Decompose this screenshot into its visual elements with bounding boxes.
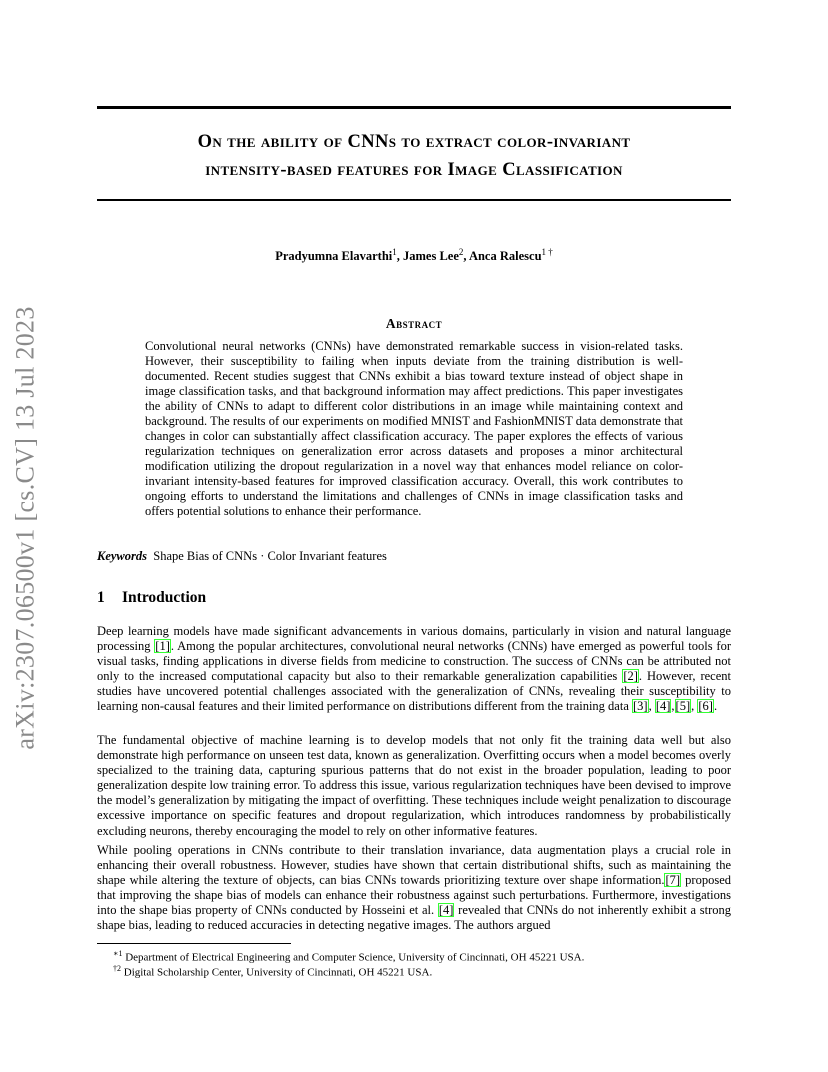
footnote-rule <box>97 943 291 944</box>
arxiv-stamp <box>4 295 48 760</box>
author-mark: 1 <box>392 247 397 257</box>
section-heading <box>97 589 206 607</box>
text-run: Deep learning models have made significant advancements in various domains, particularly in vision and natural language processing <box>97 624 731 654</box>
title-line-2: intensity-based features for Image Classification <box>205 160 623 180</box>
author-list: Pradyumna Elavarthi$^1$, James Lee$^2$, Anca Ralescu$^{1 \dagger}$ <box>275 247 553 264</box>
keywords-label: Keywords <box>97 549 147 563</box>
text-run: . <box>713 699 718 714</box>
citation-link[interactable]: [3] <box>633 699 648 714</box>
intro-paragraph-1 <box>97 624 731 715</box>
title-line-1: On the ability of CNNs to extract color-invariant <box>197 132 631 152</box>
title-top-rule <box>97 106 731 109</box>
section-title: Introduction <box>122 589 207 606</box>
text-run: proposed that improving the shape bias of models can enhance their robustness against such perturbations. Furthermore, investigations into the shape bias property of CNNs conducted by Hosseini et al. <box>97 873 731 918</box>
citation-link[interactable]: [6] <box>698 699 713 714</box>
text-run: . However, recent studies have uncovered potential challenges associated with the generalization of CNNs, revealing their susceptibility to learning non-causal features and their limited performance on distributions different from the training data <box>97 669 731 714</box>
footnote-2 <box>113 964 432 979</box>
author-name: Pradyumna Elavarthi <box>275 249 393 264</box>
footnote-text: Department of Electrical Engineering and Computer Science, University of Cincinnati, OH 45221 USA. <box>125 951 585 964</box>
intro-paragraph-2: The fundamental objective of machine learning is to develop models that not only fit the training data well but also demonstrate high performance on unseen test data, known as generalization. Overfitting occurs when a model becomes overly specialized to the training data, capturing spurious patterns that do not exist in the broader population, leading to poor generalization despite low training error. To address this issue, various regularization techniques have been devised to improve the model’s generalization by mitigating the impact of overfitting. These techniques include weight penalization to discourage excessive importance on specific features and dropout regularization, which introduces randomness by probabilistically excluding neurons, thereby encouraging the model to rely on other informative features. <box>97 733 731 838</box>
abstract-text: Convolutional neural networks (CNNs) have demonstrated remarkable success in vision-related tasks. However, their susceptibility to failing when inputs deviate from the training distribution is well-documented. Recent studies suggest that CNNs exhibit a bias toward texture instead of object shape in image classification tasks, and that background information may affect predictions. This paper investigates the ability of CNNs to adapt to different color distributions in an image while maintaining context and background. The results of our experiments on modified MNIST and FashionMNIST data demonstrate that changes in color can substantially affect classification accuracy. The paper explores the effects of various regularization techniques on generalization error across datasets and proposes a minor architectural modification utilizing the dropout regularization in a novel way that enhances model reliance on color-invariant intensity-based features for improved classification accuracy. Overall, this work contributes to ongoing efforts to understand the limitations and challenges of CNNs in image classification tasks and offers potential solutions to enhance their performance. <box>145 339 683 518</box>
arxiv-stamp-text: arXiv:2307.06500v1 [cs.CV] 13 Jul 2023 <box>11 305 41 750</box>
footnote-mark: †2 <box>113 964 121 973</box>
intro-paragraph-3 <box>97 843 731 934</box>
author-mark: 1 † <box>541 247 553 257</box>
section-number: 1 <box>97 589 105 606</box>
citation-link[interactable]: [4] <box>655 699 671 714</box>
text-run: , <box>671 699 675 714</box>
citation-link[interactable]: [7] <box>665 873 681 888</box>
abstract-heading: Abstract <box>385 316 443 331</box>
author-name: Anca Ralescu <box>468 249 542 264</box>
text-run: revealed that CNNs do not inherently exhibit a strong shape bias, leading to reduced accuracies in detecting negative images. The authors argued <box>97 903 731 933</box>
footnote-text: Digital Scholarship Center, University of Cincinnati, OH 45221 USA. <box>123 966 433 979</box>
citation-link[interactable]: [5] <box>675 699 691 714</box>
footnote-1 <box>113 949 584 964</box>
citation-link[interactable]: [2] <box>623 669 638 684</box>
footnote-mark: ∗1 <box>113 949 123 958</box>
citation-link[interactable]: [1] <box>155 639 170 654</box>
text-run: , <box>691 699 698 714</box>
title-bottom-rule <box>97 199 731 201</box>
text-run: , <box>648 699 655 714</box>
keywords-text: Shape Bias of CNNs · Color Invariant features <box>153 549 387 563</box>
text-run: . Among the popular architectures, convolutional neural networks (CNNs) have emerged as powerful tools for visual tasks, finding applications in diverse fields from medicine to construction. The success of CNNs can be attributed not only to the increased computational capacity but also to their remarkable generalization capabilities <box>97 639 732 684</box>
author-name: James Lee <box>403 249 459 264</box>
citation-link[interactable]: [4] <box>438 903 454 918</box>
keywords <box>97 549 731 564</box>
author-mark: 2 <box>458 247 464 257</box>
paper-title <box>97 128 731 184</box>
text-run: While pooling operations in CNNs contribute to their translation invariance, data augmentation plays a crucial role in enhancing their overall robustness. However, studies have shown that certain distributional shifts, such as maintaining the shape while altering the texture of objects, can bias CNNs towards prioritizing texture over shape information. <box>97 843 731 888</box>
